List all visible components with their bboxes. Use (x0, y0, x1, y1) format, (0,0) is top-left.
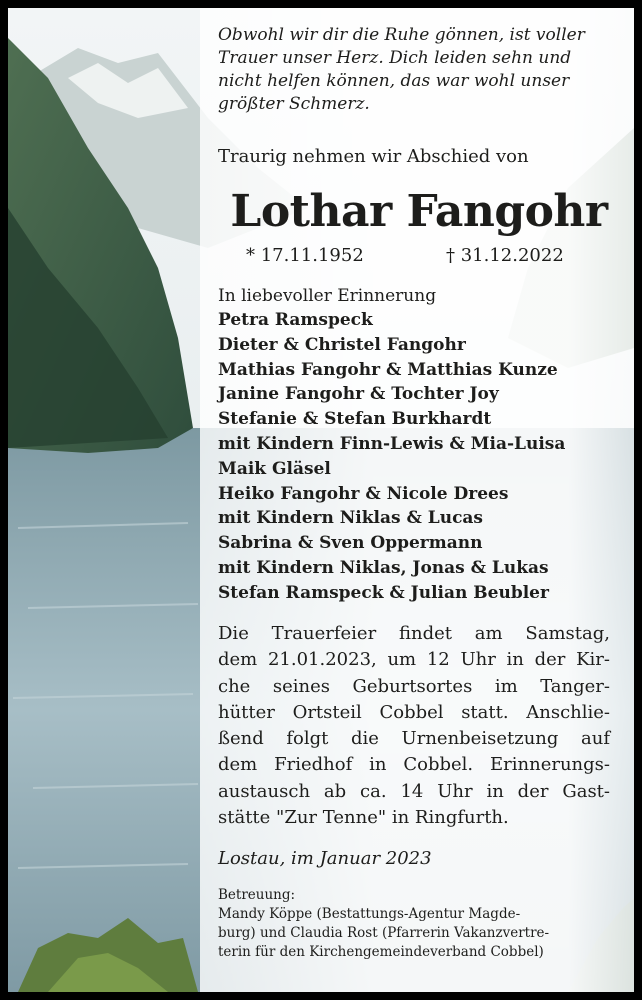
mourner: mit Kindern Niklas, Jonas & Lukas (218, 557, 549, 578)
poem-line: nicht helfen können, das war wohl unser (218, 71, 570, 91)
memory-heading: In liebevoller Erinnerung (218, 286, 437, 306)
care-line: Betreuung: (218, 887, 296, 903)
service-details (218, 621, 610, 831)
mourner: Heiko Fangohr & Nicole Drees (218, 483, 509, 504)
mourner: Mathias Fangohr & Matthias Kunze (218, 359, 558, 380)
care-line: terin für den Kirchengemeindeverband Cobbel) (218, 944, 544, 960)
service-line: Die Trauerfeier findet am Samstag, (218, 623, 610, 644)
farewell-intro: Traurig nehmen wir Abschied von (218, 146, 529, 167)
mourner: Sabrina & Sven Oppermann (218, 533, 483, 554)
mourner: Stefan Ramspeck & Julian Beubler (218, 582, 549, 603)
service-line: stätte "Zur Tenne" in Ringfurth. (218, 807, 509, 829)
care-line: Mandy Köppe (Bestattungs-Agentur Magde- (218, 906, 521, 922)
mourners-list (218, 308, 565, 606)
poem-line: Trauer unser Herz. Dich leiden sehn und (218, 48, 572, 68)
service-line: hütter Ortsteil Cobbel statt. Anschlie- (218, 701, 610, 723)
death-date: † 31.12.2022 (446, 245, 564, 266)
poem-line: Obwohl wir dir die Ruhe gönnen, ist voller (218, 25, 585, 45)
mourner: Dieter & Christel Fangohr (218, 334, 466, 355)
place-date: Lostau, im Januar 2023 (218, 848, 432, 869)
care-info (218, 886, 549, 962)
poem-line: größter Schmerz. (218, 94, 370, 114)
service-line: dem 21.01.2023, um 12 Uhr in der Kir- (218, 649, 610, 671)
mourner: Maik Gläsel (218, 458, 331, 479)
service-line: ßend folgt die Urnenbeisetzung auf (218, 728, 610, 750)
mourner: mit Kindern Finn-Lewis & Mia-Luisa (218, 433, 566, 454)
birth-date: * 17.11.1952 (246, 245, 364, 266)
mourner: Janine Fangohr & Tochter Joy (218, 384, 499, 405)
poem (218, 24, 620, 116)
mourner: Stefanie & Stefan Burkhardt (218, 409, 492, 430)
mourner: Petra Ramspeck (218, 310, 373, 330)
care-line: burg) und Claudia Rost (Pfarrerin Vakanzvertre- (218, 925, 550, 941)
obituary-card (8, 8, 634, 992)
service-line: che seines Geburtsortes im Tanger- (218, 675, 610, 697)
service-line: dem Friedhof in Cobbel. Erinnerungs- (218, 754, 610, 776)
service-line: austausch ab ca. 14 Uhr in der Gast- (218, 780, 610, 802)
mourner: mit Kindern Niklas & Lucas (218, 508, 484, 529)
deceased-name: Lothar Fangohr (230, 186, 608, 237)
